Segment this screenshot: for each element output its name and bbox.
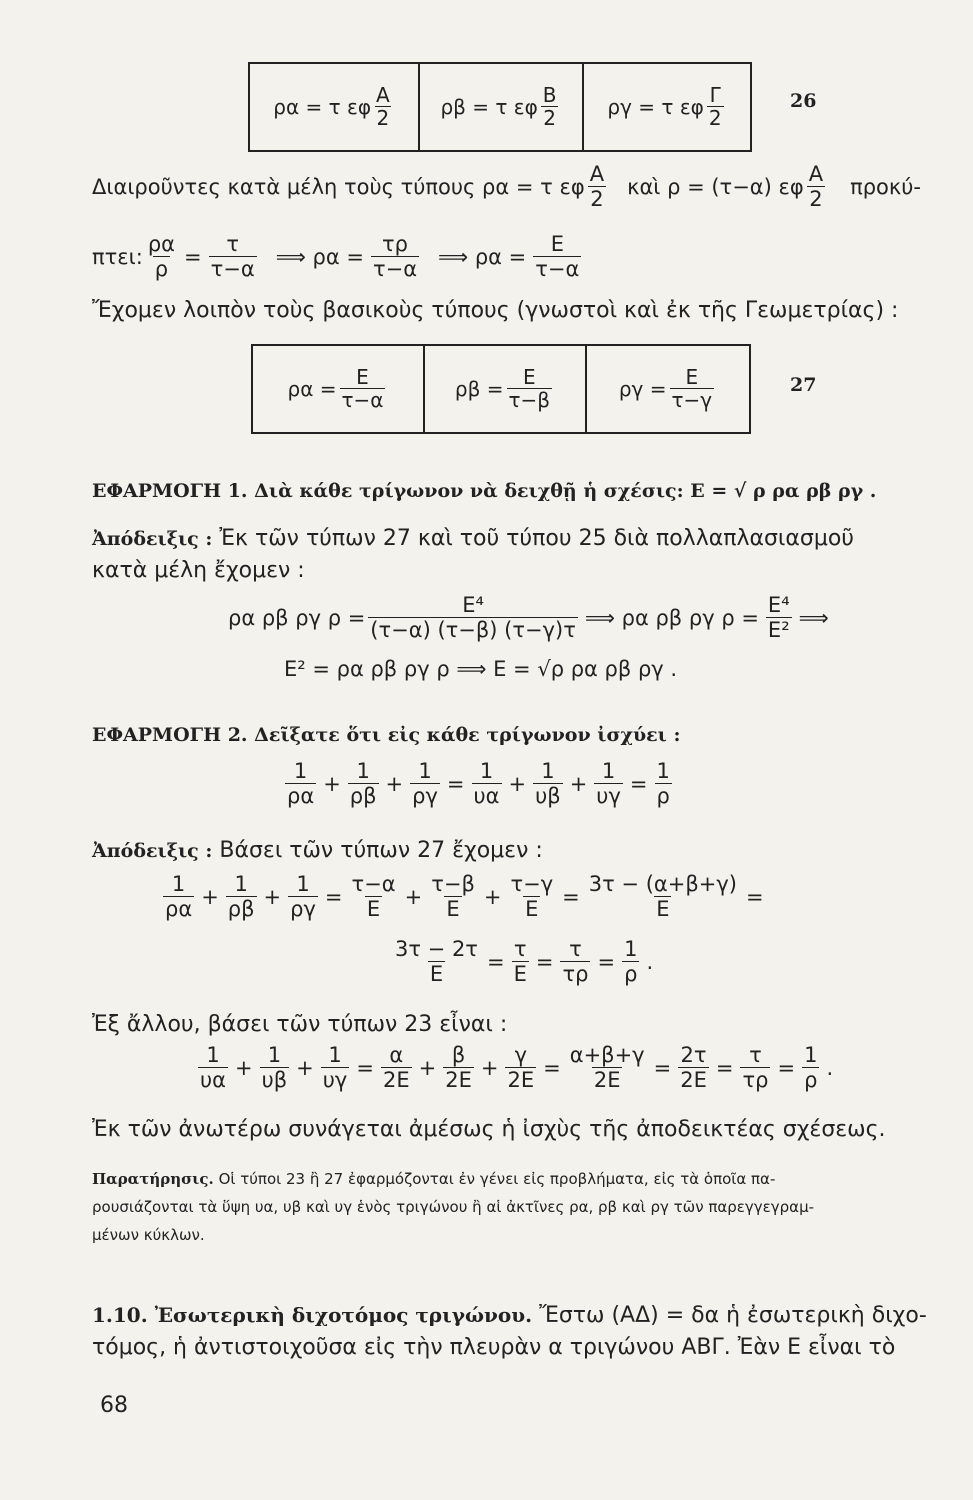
equation: Ε² = ρα ρβ ργ ρ ⟹ Ε = √ρ ρα ρβ ργ .: [284, 657, 678, 681]
fraction-denominator: ρα: [287, 784, 315, 809]
fraction-numerator: α+β+γ: [569, 1043, 645, 1067]
fraction-denominator: Ε: [366, 897, 381, 922]
operator: .: [646, 950, 654, 975]
fraction-numerator: 1: [296, 872, 310, 896]
text: Οἱ τύποι 23 ἢ 27 ἐφαρμόζονται ἐν γένει εἰς προβλήματα, εἰς τὰ ὁποῖα πα-: [218, 1170, 776, 1188]
fraction: [472, 760, 502, 808]
fraction: [198, 1044, 228, 1092]
fraction: [260, 1044, 290, 1092]
fraction-denominator: 2Ε: [507, 1068, 535, 1093]
operator: +: [480, 1056, 499, 1081]
operator: +: [323, 772, 341, 797]
fraction-numerator: 1: [656, 759, 670, 783]
text: Ἐκ τῶν τύπων 27 καὶ τοῦ τύπου 25 διὰ πολλαπλασιασμοῦ: [219, 526, 855, 551]
fraction-denominator: ρ: [656, 784, 670, 809]
operator: =: [446, 772, 465, 797]
fraction: [507, 366, 553, 412]
operator: =: [486, 950, 505, 975]
text: προκύ-: [850, 175, 922, 200]
proof-line: [92, 526, 854, 551]
formula-cell: [253, 346, 425, 432]
fraction-numerator: 1: [356, 759, 370, 783]
fraction: [707, 84, 724, 130]
operator: =: [324, 885, 343, 910]
fraction: [350, 873, 398, 921]
fraction-numerator: τ: [569, 937, 582, 961]
fraction-denominator: ρβ: [349, 784, 377, 809]
formula-lhs: ργ =: [618, 377, 667, 401]
fraction-numerator: Α: [589, 162, 605, 186]
fraction: [443, 1044, 474, 1092]
fraction: [163, 873, 194, 921]
fraction-denominator: ρα: [165, 897, 193, 922]
fraction: [288, 873, 318, 921]
fraction-numerator: 1: [234, 872, 248, 896]
fraction-denominator: (τ−α) (τ−β) (τ−γ)τ: [370, 618, 576, 643]
fraction-denominator: 2Ε: [445, 1068, 472, 1093]
fraction: [348, 760, 379, 808]
fraction-denominator: υα: [473, 784, 500, 809]
fraction-denominator: τ−α: [341, 388, 384, 412]
operator: +: [404, 885, 423, 910]
operator: ⟹: [798, 606, 829, 631]
remark-label: Παρατήρησις.: [92, 1170, 214, 1188]
operator: =: [543, 1056, 561, 1081]
fraction-denominator: υβ: [261, 1068, 288, 1093]
formula-lhs: ρα = τ εφ: [273, 95, 372, 119]
fraction-numerator: Β: [542, 83, 557, 107]
fraction: [807, 163, 825, 211]
fraction: [541, 84, 559, 130]
fraction-numerator: 1: [293, 759, 308, 783]
fraction-numerator: Α: [808, 162, 824, 186]
fraction-numerator: Ε: [356, 365, 369, 389]
fraction: [381, 1044, 412, 1092]
fraction-numerator: γ: [514, 1043, 528, 1067]
fraction-numerator: τ−β: [431, 872, 475, 896]
fraction-denominator: 2Ε: [382, 1068, 410, 1093]
text: ρα ρβ ργ ρ =: [228, 606, 366, 631]
fraction-denominator: ρ: [624, 962, 638, 987]
fraction: [655, 760, 672, 808]
fraction-denominator: υγ: [596, 784, 621, 809]
fraction-numerator: ρα: [147, 232, 176, 256]
formula-lhs: ρα =: [287, 377, 337, 401]
equation: [228, 594, 833, 642]
proof-line: [92, 838, 543, 863]
fraction: [512, 938, 529, 986]
fraction: [533, 760, 563, 808]
operator: +: [296, 1056, 314, 1081]
remark-line: ρουσιάζονται τὰ ὕψη υα, υβ καὶ υγ ἑνὸς τριγώνου ἢ αἱ ἀκτῖνες ρα, ρβ καὶ ργ τῶν παρεγγεγραμ-: [92, 1198, 815, 1216]
fraction-denominator: 2: [590, 187, 604, 212]
fraction-numerator: 1: [479, 759, 494, 783]
fraction-denominator: υγ: [322, 1068, 348, 1093]
fraction: [374, 84, 392, 130]
operator: +: [201, 885, 219, 910]
fraction: [678, 1044, 709, 1092]
fraction-denominator: Ε: [525, 897, 539, 922]
fraction: [533, 233, 581, 281]
text: Βάσει τῶν τύπων 27 ἔχομεν :: [219, 838, 543, 863]
operator: =: [777, 1056, 796, 1081]
paragraph: Ἔχομεν λοιπὸν τοὺς βασικοὺς τύπους (γνωστοὶ καὶ ἐκ τῆς Γεωμετρίας) :: [92, 298, 899, 323]
proof-label: Ἀπόδειξις :: [92, 528, 213, 550]
fraction-numerator: Ε⁴: [462, 593, 484, 617]
fraction: [371, 233, 419, 281]
fraction-numerator: 1: [267, 1043, 282, 1067]
formula-tag-26: 26: [790, 90, 817, 112]
fraction-numerator: 1: [601, 759, 616, 783]
operator: +: [569, 772, 588, 797]
section-title: Ἐσωτερικὴ διχοτόμος τριγώνου.: [154, 1303, 533, 1327]
fraction-numerator: 3τ − (α+β+γ): [588, 872, 737, 896]
text: καὶ ρ = (τ−α) εφ: [627, 175, 804, 200]
fraction-denominator: τ−β: [508, 388, 551, 412]
fraction-numerator: Ε⁴: [767, 593, 790, 617]
fraction: [766, 594, 792, 642]
formula-cell: [250, 64, 420, 150]
paragraph-line: [92, 233, 584, 281]
fraction-numerator: τ−γ: [510, 872, 554, 896]
fraction-numerator: τρ: [382, 232, 408, 256]
text: πτει:: [92, 245, 143, 270]
fraction: [560, 938, 590, 986]
formula-lhs: ργ = τ εφ: [607, 95, 704, 119]
operator: =: [535, 950, 554, 975]
operator: +: [263, 885, 282, 910]
fraction: [622, 938, 639, 986]
fraction: [587, 873, 739, 921]
fraction: [594, 760, 623, 808]
fraction: [209, 233, 257, 281]
fraction: [410, 760, 440, 808]
fraction-numerator: 3τ − 2τ: [395, 937, 478, 961]
fraction: [226, 873, 257, 921]
formula-lhs: ρβ = τ εφ: [440, 95, 538, 119]
fraction-numerator: 1: [541, 759, 555, 783]
paragraph: Ἐξ ἄλλου, βάσει τῶν τύπων 23 εἶναι :: [92, 1012, 508, 1037]
formula-tag-27: 27: [790, 374, 817, 396]
fraction-numerator: 2τ: [680, 1043, 707, 1067]
fraction-denominator: τρ: [562, 962, 589, 987]
fraction-numerator: Γ: [709, 83, 721, 107]
fraction-numerator: τ−α: [351, 872, 396, 896]
fraction-denominator: Ε: [446, 897, 460, 922]
operator: =: [715, 1056, 734, 1081]
operator: =: [184, 245, 202, 270]
fraction-denominator: 2: [376, 106, 390, 130]
fraction-denominator: τ−γ: [671, 388, 713, 412]
fraction-denominator: τ−α: [210, 257, 255, 282]
section-line: τόμος, ἡ ἀντιστοιχοῦσα εἰς τὴν πλευρὰν α τριγώνου ΑΒΓ. Ἐὰν Ε εἶναι τὸ: [92, 1335, 896, 1360]
fraction: [146, 233, 177, 281]
fraction-denominator: Ε: [513, 962, 527, 987]
proof-label: Ἀπόδειξις :: [92, 840, 213, 862]
operator: ⟹ ρα =: [438, 245, 527, 270]
fraction: [740, 1044, 770, 1092]
fraction-denominator: Ε: [656, 897, 670, 922]
equation: [282, 760, 675, 808]
fraction-numerator: Ε: [550, 232, 564, 256]
fraction-denominator: ρ: [804, 1068, 818, 1093]
fraction-numerator: τ: [749, 1043, 762, 1067]
section-heading-line: [92, 1303, 927, 1328]
operator: ⟹ ρα ρβ ργ ρ =: [584, 606, 759, 631]
fraction-denominator: ργ: [290, 897, 316, 922]
fraction-denominator: υα: [200, 1068, 226, 1093]
fraction: [368, 594, 578, 642]
text: Διαιροῦντες κατὰ μέλη τοὺς τύπους ρα = τ εφ: [92, 175, 585, 200]
fraction-numerator: τ: [226, 232, 239, 256]
fraction: [508, 873, 555, 921]
fraction-numerator: 1: [328, 1043, 342, 1067]
text: Ἔστω (ΑΔ) = δα ἡ ἐσωτερικὴ διχο-: [539, 1303, 927, 1328]
formula-box-27: [251, 344, 751, 434]
fraction: [670, 366, 715, 412]
proof-line: κατὰ μέλη ἔχομεν :: [92, 558, 305, 583]
fraction-denominator: ρβ: [227, 897, 255, 922]
fraction: [429, 873, 477, 921]
operator: =: [745, 885, 764, 910]
fraction-numerator: Ε: [522, 365, 536, 389]
fraction-numerator: Α: [376, 83, 390, 107]
fraction: [588, 163, 606, 211]
fraction-denominator: υβ: [535, 784, 561, 809]
operator: =: [356, 1056, 374, 1081]
operator: ⟹ ρα =: [275, 245, 364, 270]
operator: =: [653, 1056, 672, 1081]
fraction-denominator: 2: [708, 106, 722, 130]
formula-cell: [587, 346, 749, 432]
fraction-denominator: τ−α: [535, 257, 580, 282]
operator: +: [235, 1056, 253, 1081]
fraction-denominator: 2: [543, 106, 557, 130]
formula-box-26: [248, 62, 752, 152]
paragraph-line: [92, 163, 921, 211]
fraction-numerator: 1: [624, 937, 638, 961]
fraction-denominator: 2Ε: [593, 1068, 621, 1093]
fraction-denominator: τ−α: [372, 257, 418, 282]
fraction-numerator: 1: [418, 759, 432, 783]
operator: +: [508, 772, 527, 797]
equation: [160, 873, 768, 921]
formula-cell: [420, 64, 584, 150]
fraction-denominator: ργ: [412, 784, 438, 809]
fraction: [340, 366, 386, 412]
remark-line: μένων κύκλων.: [92, 1226, 205, 1244]
operator: =: [629, 772, 648, 797]
equation: [390, 938, 657, 986]
remark-line: [92, 1170, 775, 1188]
fraction-numerator: 1: [804, 1043, 818, 1067]
operator: =: [562, 885, 580, 910]
fraction: [505, 1044, 536, 1092]
fraction: [321, 1044, 350, 1092]
operator: =: [597, 950, 616, 975]
paragraph: Ἐκ τῶν ἀνωτέρω συνάγεται ἀμέσως ἡ ἰσχὺς τῆς ἀποδεικτέας σχέσεως.: [92, 1117, 886, 1142]
fraction-numerator: τ: [513, 937, 527, 961]
fraction: [285, 760, 316, 808]
section-number: 1.10.: [92, 1303, 148, 1327]
fraction-numerator: Ε: [685, 365, 699, 389]
fraction-denominator: 2Ε: [680, 1068, 707, 1093]
formula-cell: [425, 346, 587, 432]
fraction-numerator: 1: [171, 872, 186, 896]
formula-cell: [584, 64, 750, 150]
fraction-denominator: ρ: [154, 257, 169, 282]
operator: .: [826, 1056, 834, 1081]
fraction-denominator: 2: [809, 187, 823, 212]
operator: +: [385, 772, 404, 797]
fraction: [568, 1044, 647, 1092]
fraction: [802, 1044, 819, 1092]
equation: [195, 1044, 837, 1092]
operator: +: [483, 885, 502, 910]
fraction-denominator: Ε²: [767, 618, 790, 643]
fraction-numerator: α: [389, 1043, 404, 1067]
fraction-numerator: 1: [206, 1043, 220, 1067]
formula-lhs: ρβ =: [454, 377, 504, 401]
application-1-heading: ΕΦΑΡΜΟΓΗ 1. Διὰ κάθε τρίγωνον νὰ δειχθῇ ἡ σχέσις: Ε = √ ρ ρα ρβ ργ .: [92, 480, 877, 502]
fraction: [393, 938, 480, 986]
fraction-denominator: Ε: [429, 962, 444, 987]
fraction-denominator: τρ: [742, 1068, 769, 1093]
application-2-heading: ΕΦΑΡΜΟΓΗ 2. Δεῖξατε ὅτι εἰς κάθε τρίγωνον ἰσχύει :: [92, 724, 681, 746]
operator: +: [418, 1056, 437, 1081]
page-number: 68: [100, 1393, 128, 1418]
fraction-numerator: β: [451, 1043, 466, 1067]
